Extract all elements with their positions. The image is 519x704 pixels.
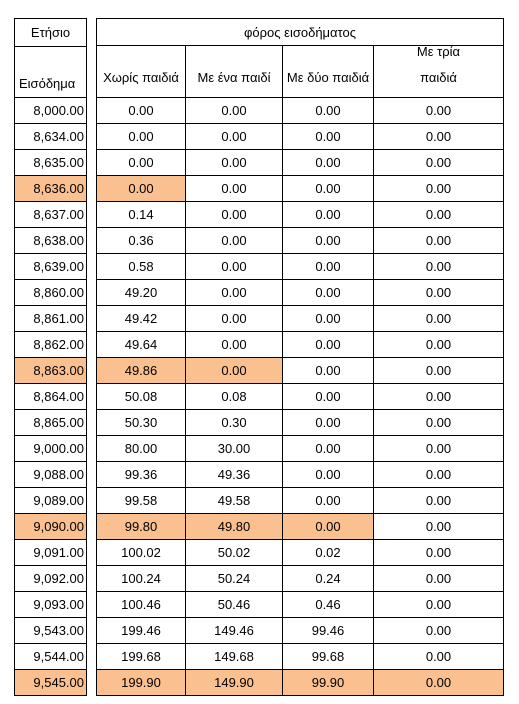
tax-cell: 0.00 — [186, 358, 283, 384]
tax-cell: 0.00 — [374, 358, 504, 384]
tax-cell: 0.00 — [186, 306, 283, 332]
header-two-children: Με δύο παιδιά — [283, 46, 374, 98]
income-cell: 9,088.00 — [14, 462, 87, 488]
table-row — [96, 644, 504, 670]
tax-cell: 30.00 — [186, 436, 283, 462]
income-cell: 8,862.00 — [14, 332, 87, 358]
table-row — [96, 618, 504, 644]
tax-cell: 0.00 — [374, 436, 504, 462]
table-row — [96, 384, 504, 410]
income-cell: 8,864.00 — [14, 384, 87, 410]
tax-cell: 0.00 — [283, 150, 374, 176]
tax-cell: 0.00 — [374, 644, 504, 670]
tax-cell: 0.00 — [374, 462, 504, 488]
tax-cell: 0.00 — [283, 306, 374, 332]
income-cell: 8,000.00 — [14, 98, 87, 124]
income-cell: 8,635.00 — [14, 150, 87, 176]
tax-cell: 50.02 — [186, 540, 283, 566]
income-cell: 9,545.00 — [14, 670, 87, 696]
tax-cell: 0.30 — [186, 410, 283, 436]
tax-cell: 49.86 — [96, 358, 186, 384]
tax-cell: 100.24 — [96, 566, 186, 592]
tax-cell: 49.58 — [186, 488, 283, 514]
income-cell: 8,638.00 — [14, 228, 87, 254]
income-cell: 9,090.00 — [14, 514, 87, 540]
income-cell: 9,000.00 — [14, 436, 87, 462]
tax-cell: 0.00 — [283, 280, 374, 306]
tax-cell: 0.00 — [283, 514, 374, 540]
table-row — [96, 280, 504, 306]
table-row — [96, 462, 504, 488]
tax-cell: 50.46 — [186, 592, 283, 618]
tax-cell: 0.36 — [96, 228, 186, 254]
tax-cell: 0.00 — [374, 618, 504, 644]
table-row — [96, 150, 504, 176]
income-cell: 8,636.00 — [14, 176, 87, 202]
tax-cell: 0.00 — [374, 176, 504, 202]
tax-cell: 50.08 — [96, 384, 186, 410]
table-row — [96, 254, 504, 280]
tax-cell: 0.46 — [283, 592, 374, 618]
tax-cell: 0.00 — [283, 202, 374, 228]
tax-cell: 49.80 — [186, 514, 283, 540]
tax-cell: 50.30 — [96, 410, 186, 436]
income-cell: 8,639.00 — [14, 254, 87, 280]
tax-cell: 0.00 — [374, 592, 504, 618]
tax-cell: 0.00 — [374, 124, 504, 150]
income-cell: 8,865.00 — [14, 410, 87, 436]
table-row — [96, 566, 504, 592]
tax-cell: 0.08 — [186, 384, 283, 410]
tax-cell: 0.00 — [186, 280, 283, 306]
tax-cell: 0.00 — [186, 176, 283, 202]
table-row — [96, 332, 504, 358]
tax-table — [96, 18, 504, 696]
tax-cell: 99.46 — [283, 618, 374, 644]
table-row — [96, 124, 504, 150]
tax-cell: 149.68 — [186, 644, 283, 670]
tax-cell: 199.46 — [96, 618, 186, 644]
tax-cell: 0.24 — [283, 566, 374, 592]
tax-cell: 0.00 — [283, 332, 374, 358]
tax-cell: 49.64 — [96, 332, 186, 358]
tax-cell: 0.00 — [283, 488, 374, 514]
tax-cell: 199.90 — [96, 670, 186, 696]
income-cell: 9,543.00 — [14, 618, 87, 644]
income-rows — [14, 98, 87, 696]
income-cell: 8,861.00 — [14, 306, 87, 332]
tax-cell: 0.00 — [374, 150, 504, 176]
tax-cell: 99.36 — [96, 462, 186, 488]
income-cell: 8,634.00 — [14, 124, 87, 150]
header-one-child: Με ένα παιδί — [186, 46, 283, 98]
income-cell: 9,544.00 — [14, 644, 87, 670]
tax-cell: 0.00 — [283, 410, 374, 436]
income-header-bottom: Εισόδημα — [14, 46, 87, 98]
tax-cell: 0.58 — [96, 254, 186, 280]
tax-cell: 149.90 — [186, 670, 283, 696]
table-row — [96, 592, 504, 618]
tax-cell: 50.24 — [186, 566, 283, 592]
tax-cell: 0.00 — [186, 202, 283, 228]
tax-cell: 100.46 — [96, 592, 186, 618]
tax-cell: 0.00 — [283, 98, 374, 124]
income-cell: 9,089.00 — [14, 488, 87, 514]
table-row — [96, 176, 504, 202]
table-row — [96, 202, 504, 228]
table-row — [96, 228, 504, 254]
income-cell: 9,092.00 — [14, 566, 87, 592]
tax-cell: 0.00 — [283, 358, 374, 384]
tax-cell: 0.00 — [96, 176, 186, 202]
tax-cell: 0.00 — [283, 462, 374, 488]
tax-cell: 0.00 — [283, 228, 374, 254]
income-header-top: Ετήσιο — [14, 18, 87, 46]
tax-cell: 0.00 — [283, 254, 374, 280]
tax-cell: 0.00 — [374, 280, 504, 306]
income-cell: 8,863.00 — [14, 358, 87, 384]
tax-cell: 0.14 — [96, 202, 186, 228]
tax-cell: 0.02 — [283, 540, 374, 566]
tax-cell: 0.00 — [374, 670, 504, 696]
tax-cell: 80.00 — [96, 436, 186, 462]
tax-cell: 0.00 — [374, 98, 504, 124]
income-cell: 9,091.00 — [14, 540, 87, 566]
tax-cell: 0.00 — [186, 150, 283, 176]
tax-cell: 0.00 — [374, 228, 504, 254]
tax-cell: 100.02 — [96, 540, 186, 566]
income-cell: 8,637.00 — [14, 202, 87, 228]
table-row — [96, 540, 504, 566]
table-row — [96, 488, 504, 514]
tax-cell: 99.68 — [283, 644, 374, 670]
tax-rows — [96, 98, 504, 696]
tax-cell: 0.00 — [374, 306, 504, 332]
table-row — [96, 514, 504, 540]
tax-cell: 0.00 — [283, 176, 374, 202]
tax-cell: 0.00 — [374, 384, 504, 410]
income-cell: 9,093.00 — [14, 592, 87, 618]
table-row — [96, 306, 504, 332]
tax-column-headers — [96, 46, 504, 98]
table-row — [96, 410, 504, 436]
tax-cell: 0.00 — [186, 98, 283, 124]
header-three-children-line2: παιδιά — [420, 70, 457, 85]
tax-cell: 0.00 — [186, 228, 283, 254]
income-column — [14, 18, 87, 696]
tax-cell: 0.00 — [374, 488, 504, 514]
table-row — [96, 670, 504, 696]
tax-cell: 0.00 — [186, 124, 283, 150]
tax-cell: 0.00 — [283, 436, 374, 462]
income-cell: 8,860.00 — [14, 280, 87, 306]
tax-cell: 0.00 — [374, 202, 504, 228]
tax-cell: 49.42 — [96, 306, 186, 332]
tax-cell: 49.20 — [96, 280, 186, 306]
tax-cell: 0.00 — [374, 410, 504, 436]
header-no-children: Χωρίς παιδιά — [96, 46, 186, 98]
tax-cell: 0.00 — [374, 514, 504, 540]
tax-cell: 0.00 — [283, 384, 374, 410]
tax-cell: 199.68 — [96, 644, 186, 670]
tax-cell: 99.58 — [96, 488, 186, 514]
table-row — [96, 436, 504, 462]
tax-cell: 99.80 — [96, 514, 186, 540]
tax-cell: 0.00 — [374, 332, 504, 358]
tax-cell: 0.00 — [374, 254, 504, 280]
tax-cell: 0.00 — [186, 332, 283, 358]
tax-cell: 0.00 — [96, 124, 186, 150]
tax-cell: 0.00 — [374, 566, 504, 592]
tax-cell: 0.00 — [374, 540, 504, 566]
table-row — [96, 98, 504, 124]
table-row — [96, 358, 504, 384]
tax-cell: 0.00 — [96, 150, 186, 176]
tax-cell: 149.46 — [186, 618, 283, 644]
header-three-children — [374, 46, 504, 98]
header-three-children-line1: Με τρία — [416, 44, 461, 59]
tax-cell: 0.00 — [283, 124, 374, 150]
tax-cell: 0.00 — [96, 98, 186, 124]
tax-cell: 49.36 — [186, 462, 283, 488]
tax-cell: 0.00 — [186, 254, 283, 280]
tax-cell: 99.90 — [283, 670, 374, 696]
tax-group-header: φόρος εισοδήματος — [96, 18, 504, 46]
